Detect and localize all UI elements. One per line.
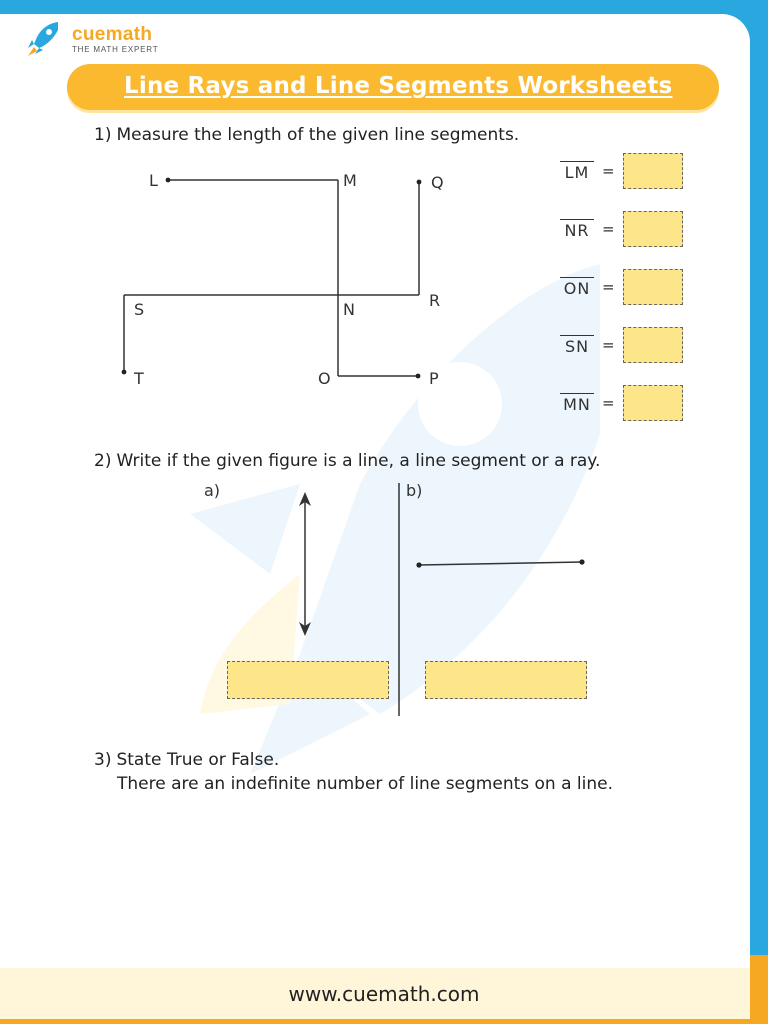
point-label-o: O bbox=[318, 369, 331, 388]
point-label-n: N bbox=[343, 300, 355, 319]
answer-box-b[interactable] bbox=[425, 661, 587, 699]
segment-label-sn: SN bbox=[560, 335, 594, 356]
segment-b-start-dot bbox=[416, 562, 421, 567]
segment-label-lm: LM bbox=[560, 161, 594, 182]
answer-box-nr[interactable] bbox=[623, 211, 683, 247]
segment-label-mn: MN bbox=[560, 393, 594, 414]
brand-name: cuemath bbox=[72, 24, 153, 45]
point-label-q: Q bbox=[431, 173, 444, 192]
answer-box-on[interactable] bbox=[623, 269, 683, 305]
equals-sign: = bbox=[602, 394, 615, 412]
point-label-s: S bbox=[134, 300, 145, 319]
point-label-l: L bbox=[149, 171, 158, 190]
question-2 bbox=[94, 451, 600, 471]
answer-row-lm bbox=[560, 153, 683, 189]
point-label-p: P bbox=[429, 369, 439, 388]
equals-sign: = bbox=[602, 162, 615, 180]
answer-row-on bbox=[560, 269, 683, 305]
question-1-text: Measure the length of the given line segments. bbox=[116, 125, 520, 145]
segment-label-nr: NR bbox=[560, 219, 594, 240]
page-title: Line Rays and Line Segments Worksheets bbox=[124, 73, 673, 99]
point-label-r: R bbox=[429, 291, 441, 310]
question-2-text: Write if the given figure is a line, a line segment or a ray. bbox=[116, 451, 601, 471]
point-t-dot bbox=[122, 370, 127, 375]
equals-sign: = bbox=[602, 278, 615, 296]
equals-sign: = bbox=[602, 336, 615, 354]
answer-box-sn[interactable] bbox=[623, 327, 683, 363]
point-label-t: T bbox=[134, 369, 144, 388]
segment-b-end-dot bbox=[579, 559, 584, 564]
answer-row-mn bbox=[560, 385, 683, 421]
answer-row-sn bbox=[560, 327, 683, 363]
point-p-dot bbox=[416, 374, 421, 379]
answer-box-lm[interactable] bbox=[623, 153, 683, 189]
part-a-label: a) bbox=[204, 481, 221, 500]
figure-b-segment bbox=[419, 562, 582, 565]
question-3-statement: There are an indefinite number of line segments on a line. bbox=[117, 774, 614, 794]
answer-box-mn[interactable] bbox=[623, 385, 683, 421]
brand-tagline: THE MATH EXPERT bbox=[72, 45, 159, 54]
equals-sign: = bbox=[602, 220, 615, 238]
point-l-dot bbox=[166, 178, 171, 183]
point-q-dot bbox=[417, 180, 422, 185]
segment-label-on: ON bbox=[560, 277, 594, 298]
question-3-number: 3) bbox=[94, 750, 112, 770]
question-1-number: 1) bbox=[94, 125, 112, 145]
question-3-text: State True or False. bbox=[116, 750, 280, 770]
question-3 bbox=[94, 750, 279, 770]
answer-box-a[interactable] bbox=[227, 661, 389, 699]
footer-url[interactable]: www.cuemath.com bbox=[288, 982, 480, 1006]
part-b-label: b) bbox=[406, 481, 423, 500]
answer-row-nr bbox=[560, 211, 683, 247]
question-2-number: 2) bbox=[94, 451, 112, 471]
point-label-m: M bbox=[343, 171, 357, 190]
